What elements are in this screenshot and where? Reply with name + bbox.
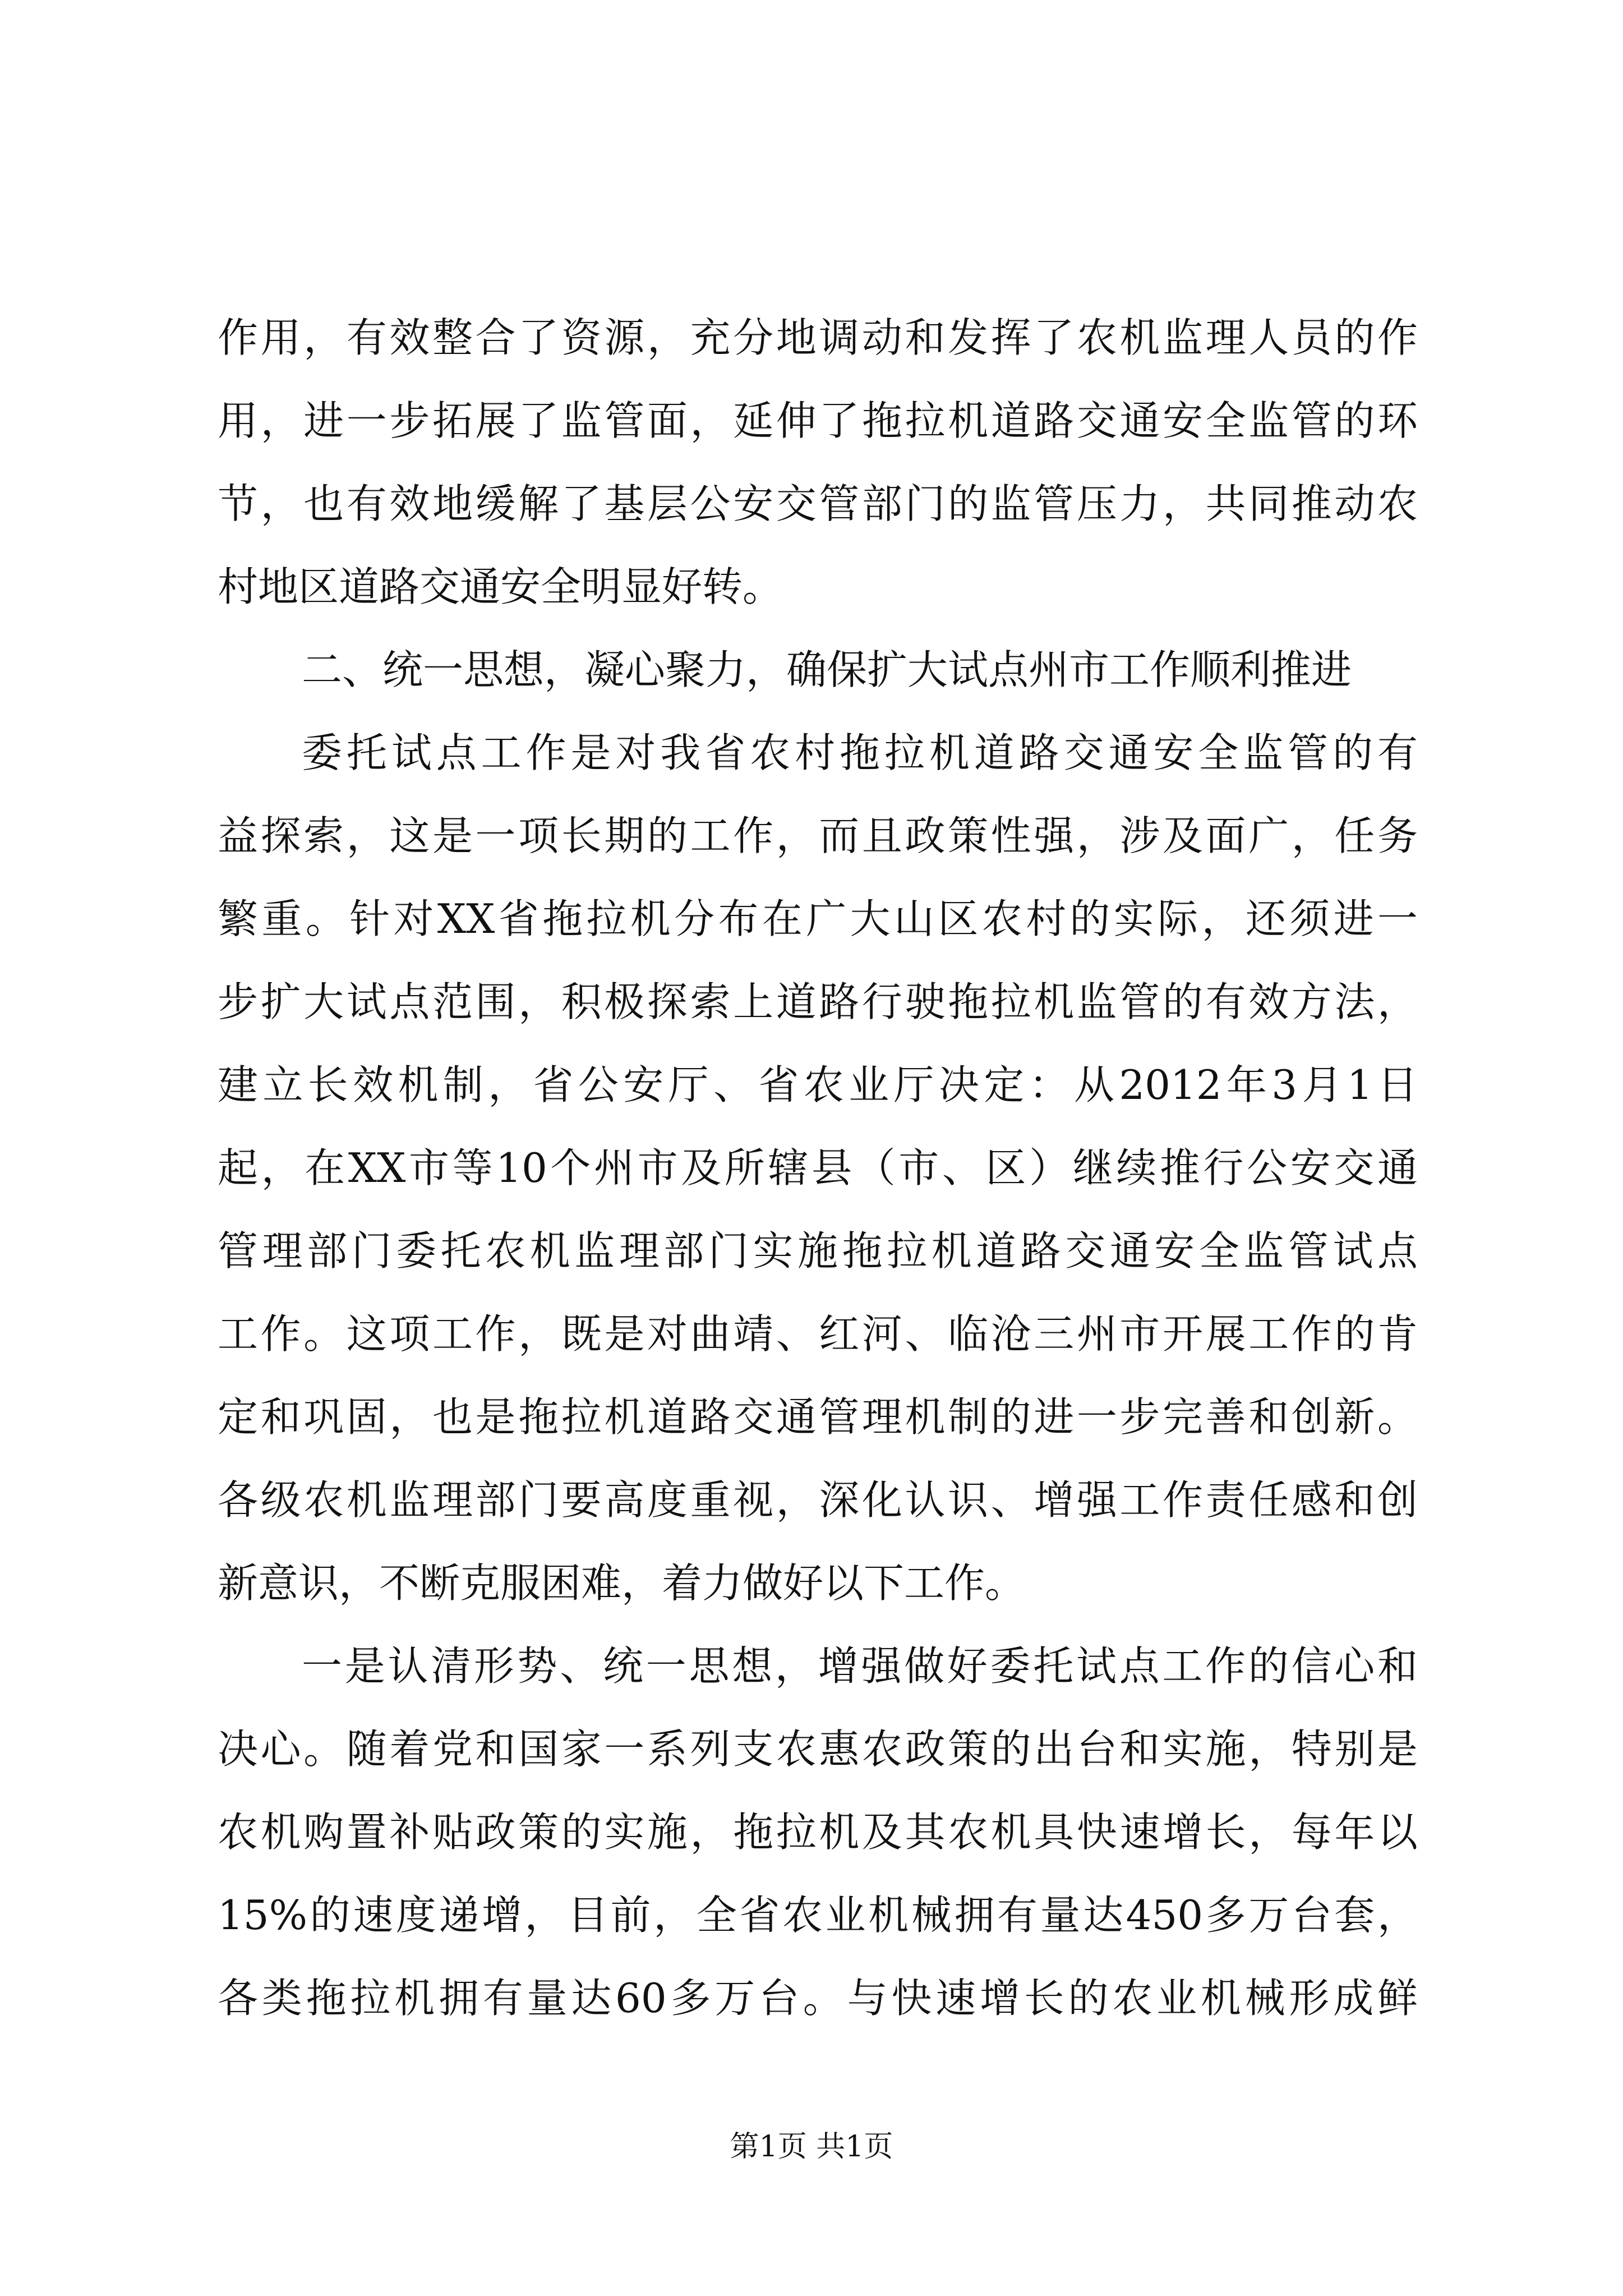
- text-line: 益探索，这是一项长期的工作，而且政策性强，涉及面广，任务: [218, 812, 1418, 859]
- text-line: 定和巩固，也是拖拉机道路交通管理机制的进一步完善和创新。: [218, 1393, 1418, 1441]
- text-line: 建立长效机制，省公安厅、省农业厅决定：从2012年3月1日: [218, 1061, 1418, 1108]
- text-line: 一是认清形势、统一思想，增强做好委托试点工作的信心和: [302, 1642, 1418, 1690]
- text-line: 决心。随着党和国家一系列支农惠农政策的出台和实施，特别是: [218, 1726, 1418, 1773]
- text-line: 用，进一步拓展了监管面，延伸了拖拉机道路交通安全监管的环: [218, 397, 1418, 444]
- text-line: 节，也有效地缓解了基层公安交管部门的监管压力，共同推动农: [218, 480, 1418, 527]
- text-line: 工作。这项工作，既是对曲靖、红河、临沧三州市开展工作的肯: [218, 1310, 1418, 1358]
- text-line: 起，在XX市等10个州市及所辖县（市、区）继续推行公安交通: [218, 1144, 1418, 1191]
- text-line: 繁重。针对XX省拖拉机分布在广大山区农村的实际，还须进一: [218, 895, 1418, 942]
- text-line: 各级农机监理部门要高度重视，深化认识、增强工作责任感和创: [218, 1476, 1418, 1524]
- text-line: 村地区道路交通安全明显好转。: [218, 563, 783, 610]
- document-body: [218, 296, 1418, 2040]
- text-line: 各类拖拉机拥有量达60多万台。与快速增长的农业机械形成鲜: [218, 1975, 1418, 2022]
- section-heading: 二、统一思想，凝心聚力，确保扩大试点州市工作顺利推进: [302, 646, 1352, 693]
- text-line: 委托试点工作是对我省农村拖拉机道路交通安全监管的有: [302, 729, 1418, 776]
- page-footer: 第1页 共1页: [730, 2130, 893, 2164]
- text-line: 步扩大试点范围，积极探索上道路行驶拖拉机监管的有效方法，: [218, 978, 1418, 1025]
- text-line: 管理部门委托农机监理部门实施拖拉机道路交通安全监管试点: [218, 1227, 1418, 1274]
- text-line: 15%的速度递增，目前，全省农业机械拥有量达450多万台套，: [218, 1892, 1418, 1939]
- text-line: 作用，有效整合了资源，充分地调动和发挥了农机监理人员的作: [218, 314, 1418, 361]
- text-line: 新意识，不断克服困难，着力做好以下工作。: [218, 1559, 1026, 1607]
- text-line: 农机购置补贴政策的实施，拖拉机及其农机具快速增长，每年以: [218, 1809, 1418, 1856]
